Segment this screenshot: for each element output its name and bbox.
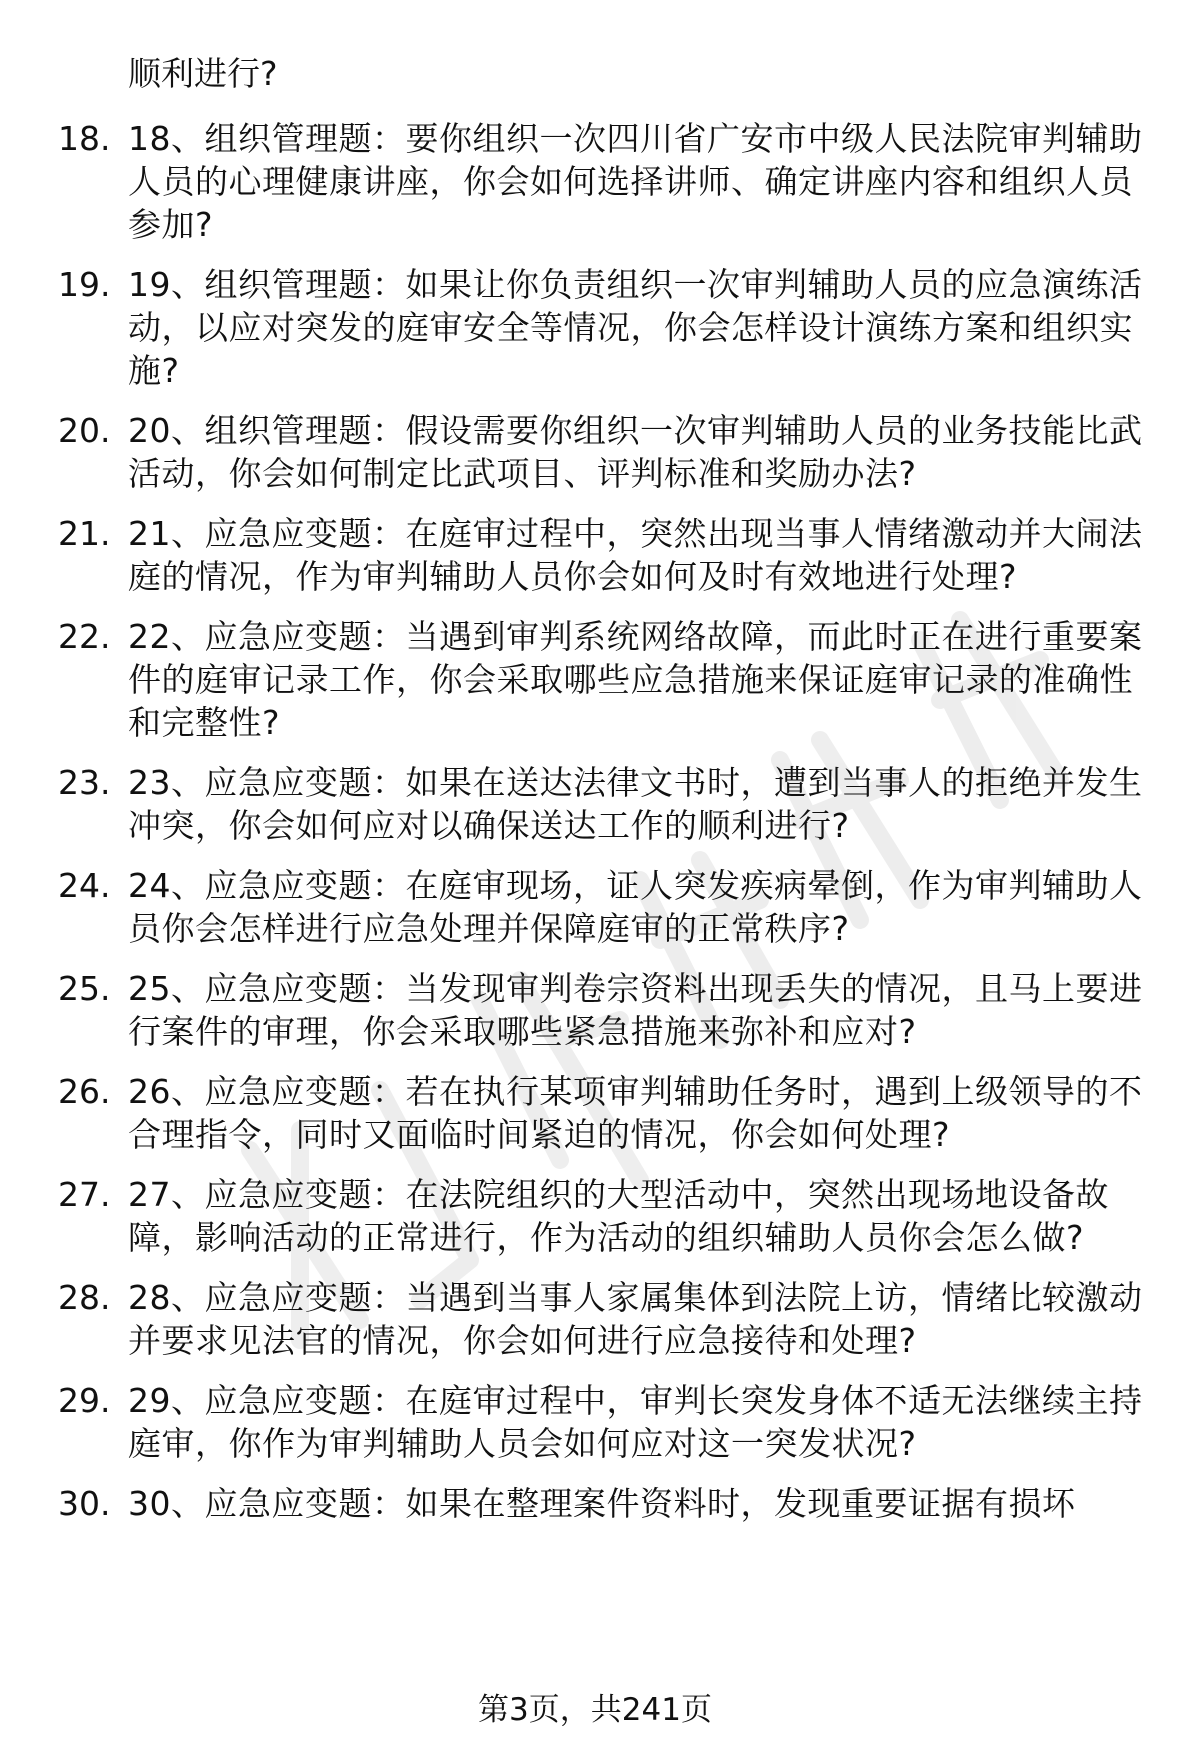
list-item	[0, 1379, 1190, 1465]
list-item-text: 24、应急应变题：在庭审现场，证人突发疾病晕倒，作为审判辅助人员你会怎样进行应急处理并保障庭审的正常秩序?	[128, 866, 1143, 948]
page-footer: 第3页，共241页	[478, 1692, 712, 1728]
list-item-number: 19.	[58, 265, 111, 304]
question-list	[0, 117, 1190, 1542]
list-item-number: 28.	[58, 1278, 111, 1317]
list-item	[0, 864, 1190, 950]
list-item-number: 25.	[58, 969, 111, 1008]
list-item	[0, 1173, 1190, 1259]
list-item	[0, 761, 1190, 847]
list-item	[0, 512, 1190, 598]
list-item	[0, 263, 1190, 392]
list-item	[0, 409, 1190, 495]
list-item-text: 28、应急应变题：当遇到当事人家属集体到法院上访，情绪比较激动并要求见法官的情况，你会如何进行应急接待和处理?	[128, 1278, 1143, 1360]
list-item	[0, 615, 1190, 744]
list-item-text: 23、应急应变题：如果在送达法律文书时，遭到当事人的拒绝并发生冲突，你会如何应对以确保送达工作的顺利进行?	[128, 763, 1143, 845]
continuation-text: 顺利进行?	[128, 54, 278, 93]
list-item	[0, 1276, 1190, 1362]
list-item-text: 27、应急应变题：在法院组织的大型活动中，突然出现场地设备故障，影响活动的正常进行，作为活动的组织辅助人员你会怎么做?	[128, 1175, 1109, 1257]
list-item-number: 30.	[58, 1484, 111, 1523]
list-item-number: 24.	[58, 866, 111, 905]
list-item	[0, 967, 1190, 1053]
list-item	[0, 117, 1190, 246]
list-item-number: 20.	[58, 411, 111, 450]
list-item-number: 27.	[58, 1175, 111, 1214]
list-item-text: 26、应急应变题：若在执行某项审判辅助任务时，遇到上级领导的不合理指令，同时又面临时间紧迫的情况，你会如何处理?	[128, 1072, 1143, 1154]
list-item-text: 29、应急应变题：在庭审过程中，审判长突发身体不适无法继续主持庭审，你作为审判辅助人员会如何应对这一突发状况?	[128, 1381, 1143, 1463]
list-item	[0, 1070, 1190, 1156]
list-item-text: 30、应急应变题：如果在整理案件资料时，发现重要证据有损坏	[128, 1484, 1076, 1523]
list-item-text: 20、组织管理题：假设需要你组织一次审判辅助人员的业务技能比武活动，你会如何制定比武项目、评判标准和奖励办法?	[128, 411, 1143, 493]
list-item-text: 25、应急应变题：当发现审判卷宗资料出现丢失的情况，且马上要进行案件的审理，你会采取哪些紧急措施来弥补和应对?	[128, 969, 1143, 1051]
list-item-text: 21、应急应变题：在庭审过程中，突然出现当事人情绪激动并大闹法庭的情况，作为审判辅助人员你会如何及时有效地进行处理?	[128, 514, 1143, 596]
list-item-number: 26.	[58, 1072, 111, 1111]
list-item-text: 22、应急应变题：当遇到审判系统网络故障，而此时正在进行重要案件的庭审记录工作，你会采取哪些应急措施来保证庭审记录的准确性和完整性?	[128, 617, 1143, 742]
list-item-number: 21.	[58, 514, 111, 553]
list-item-number: 22.	[58, 617, 111, 656]
list-item	[0, 1482, 1190, 1525]
list-item-text: 19、组织管理题：如果让你负责组织一次审判辅助人员的应急演练活动，以应对突发的庭审安全等情况，你会怎样设计演练方案和组织实施?	[128, 265, 1143, 390]
list-item-text: 18、组织管理题：要你组织一次四川省广安市中级人民法院审判辅助人员的心理健康讲座，你会如何选择讲师、确定讲座内容和组织人员参加?	[128, 119, 1143, 244]
list-item-number: 23.	[58, 763, 111, 802]
list-item-number: 29.	[58, 1381, 111, 1420]
list-item-number: 18.	[58, 119, 111, 158]
